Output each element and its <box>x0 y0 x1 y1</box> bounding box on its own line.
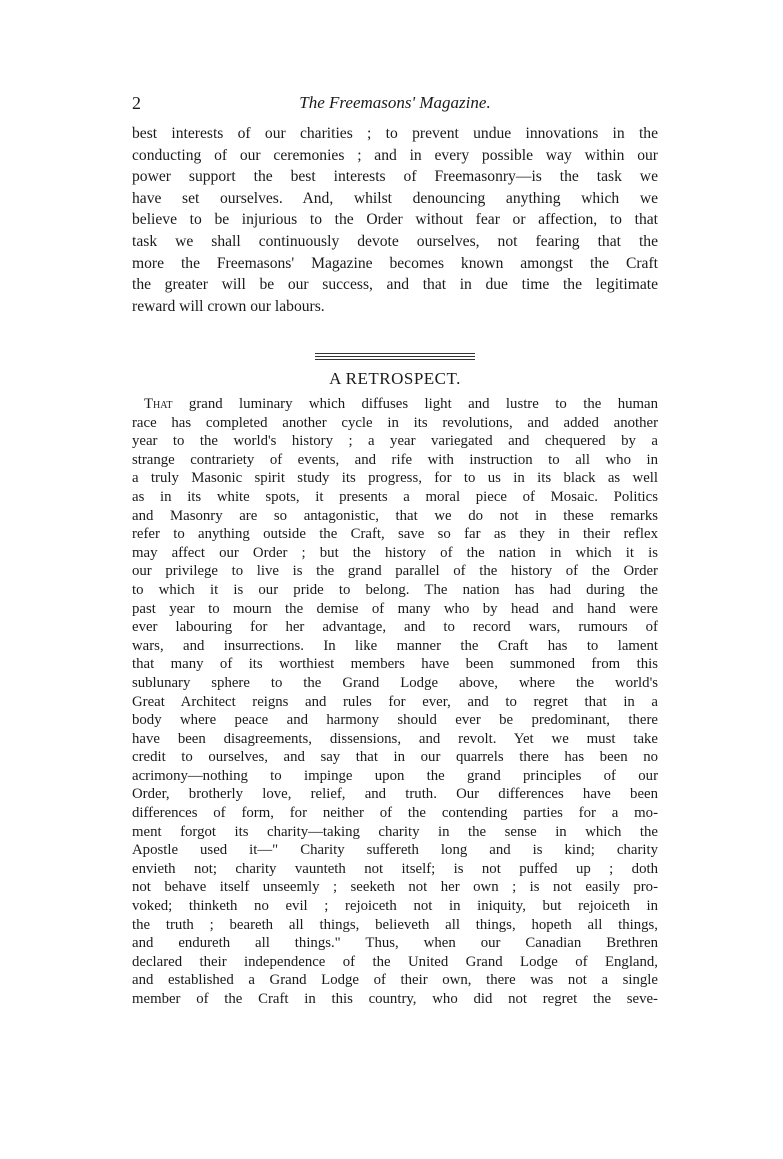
text-line: and endureth all things." Thus, when our Canadian Brethren <box>132 935 658 952</box>
text-line: Apostle used it—" Charity suffereth long and is kind; charity <box>132 842 658 859</box>
intro-paragraph <box>132 123 658 317</box>
page-number: 2 <box>132 93 141 113</box>
text-line: voked; thinketh no evil ; rejoiceth not in iniquity, but rejoiceth in <box>132 898 658 915</box>
text-line: to which it is our pride to belong. The nation has had during the <box>132 581 658 598</box>
text-line: credit to ourselves, and say that in our quarrels there has been no <box>132 749 658 766</box>
text-line: the truth ; beareth all things, believeth all things, hopeth all things, <box>132 916 658 933</box>
section-title: A RETROSPECT. <box>329 369 461 388</box>
text-line: and Masonry are so antagonistic, that we do not in these remarks <box>132 507 658 524</box>
text-line: body where peace and harmony should ever be predominant, there <box>132 712 658 729</box>
page-header <box>132 93 658 115</box>
text-line: strange contrariety of events, and rife with instruction to all who in <box>132 451 658 468</box>
text-line-first <box>132 395 658 414</box>
text-line: ever labouring for her advantage, and to record wars, rumours of <box>132 619 658 636</box>
text-line: task we shall continuously devote ourselves, not fearing that the <box>132 232 658 250</box>
text-line: declared their independence of the United Grand Lodge of England, <box>132 953 658 970</box>
text-line: acrimony—nothing to impinge upon the grand principles of our <box>132 767 658 784</box>
divider-rule <box>315 356 475 357</box>
divider-rule <box>315 359 475 360</box>
text-line: envieth not; charity vaunteth not itself; is not puffed up ; doth <box>132 860 658 877</box>
text-line: have set ourselves. And, whilst denouncing anything which we <box>132 189 658 207</box>
retrospect-article <box>132 395 658 1009</box>
text-line: as in its white spots, it presents a moral piece of Mosaic. Politics <box>132 488 658 505</box>
text-line: best interests of our charities ; to prevent undue innovations in the <box>132 125 658 142</box>
text-line: power support the best interests of Freemasonry—is the task we <box>132 168 658 186</box>
text-line: our privilege to live is the grand parallel of the history of the Order <box>132 563 658 580</box>
text-line: differences of form, for neither of the contending parties for a mo- <box>132 805 658 822</box>
running-title: The Freemasons' Magazine. <box>299 93 491 112</box>
text-line: not behave itself unseemly ; seeketh not her own ; is not easily pro- <box>132 879 658 896</box>
text-line: the greater will be our success, and that in due time the legitimate <box>132 276 658 294</box>
text-line: wars, and insurrections. In like manner the Craft has to lament <box>132 637 658 654</box>
text-line: Great Architect reigns and rules for ever, and to regret that in a <box>132 693 658 710</box>
text-line: conducting of our ceremonies ; and in every possible way within our <box>132 146 658 164</box>
text-line: member of the Craft in this country, who did not regret the seve- <box>132 991 658 1007</box>
text-line: believe to be injurious to the Order without fear or affection, to that <box>132 211 658 229</box>
text-line: year to the world's history ; a year variegated and chequered by a <box>132 433 658 450</box>
section-divider <box>315 353 475 360</box>
first-line-rest: grand luminary which diffuses light and lustre to the human <box>172 396 658 412</box>
text-line: ment forgot its charity—taking charity in the sense in which the <box>132 823 658 840</box>
divider-rule <box>315 353 475 354</box>
text-line: refer to anything outside the Craft, save so far as they in their reflex <box>132 526 658 543</box>
text-line: race has completed another cycle in its revolutions, and added another <box>132 414 658 431</box>
text-line: have been disagreements, dissensions, and revolt. Yet we must take <box>132 730 658 747</box>
text-line: that many of its worthiest members have been summoned from this <box>132 656 658 673</box>
text-line: more the Freemasons' Magazine becomes known amongst the Craft <box>132 254 658 272</box>
text-line: past year to mourn the demise of many who by head and hand were <box>132 600 658 617</box>
text-line: a truly Masonic spirit study its progress, for to us in its black as well <box>132 470 658 487</box>
drop-word: That <box>144 396 173 412</box>
text-line: may affect our Order ; but the history of the nation in which it is <box>132 544 658 561</box>
text-line: and established a Grand Lodge of their own, there was not a single <box>132 972 658 989</box>
text-line: sublunary sphere to the Grand Lodge above, where the world's <box>132 674 658 691</box>
text-line: reward will crown our labours. <box>132 297 325 315</box>
text-line: Order, brotherly love, relief, and truth. Our differences have been <box>132 786 658 803</box>
